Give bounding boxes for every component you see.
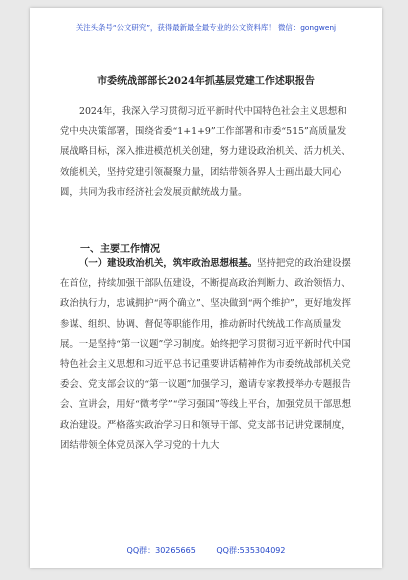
paragraph-body: 坚持把党的政治建设摆在首位，持续加强干部队伍建设，不断提高政治判断力、政治领悟力、政治执行力，忠诚拥护“两个确立”、坚决做到“两个维护”，更好地发挥参谋、组织、协调、督促等职能作用，推动新时代统战工作高质量发展。一是坚持“第一议题”学习制度。始终把学习贯彻习近平新时代中国特色社会主义思想和习近平总书记重要讲话精神作为市委统战部机关党委会、党支部会议的“第一议题”加强学习，邀请专家教授举办专题报告会、宣讲会，用好“微考学”“学习强国”等线上平台，加强党员干部思想政治建设。严格落实政治学习日和领导干部、党支部书记讲党课制度，团结带领全体党员深入学习党的十九大 xyxy=(60,258,352,451)
footer-contacts xyxy=(30,545,382,556)
qq-group-1: QQ群：30265665 xyxy=(126,546,196,555)
qq-group-2: QQ群:535304092 xyxy=(216,546,286,555)
body-paragraph xyxy=(60,254,352,456)
subsection-lead: （一）建设政治机关，筑牢政治思想根基。 xyxy=(79,258,258,269)
section-heading: 一、主要工作情况 xyxy=(80,244,160,255)
document-title: 市委统战部部长2024年抓基层党建工作述职报告 xyxy=(97,76,315,87)
promo-banner: 关注头条号“公文研究”，获得最新最全最专业的公文资料库！ 微信：gongwenj xyxy=(75,23,337,32)
document-page xyxy=(30,8,382,568)
paragraph-text xyxy=(60,254,352,456)
intro-paragraph xyxy=(60,102,352,203)
paragraph-text: 2024年，我深入学习贯彻习近平新时代中国特色社会主义思想和党中央决策部署，围绕省委“1+1+9”工作部署和市委“515”高质量发展战略目标，深入推进模范机关创建，努力建设政治机关、活力机关、效能机关，坚持党建引领凝聚力量，团结带领各界人士画出最大同心圆，共同为我市经济社会发展贡献统战力量。 xyxy=(60,106,351,198)
